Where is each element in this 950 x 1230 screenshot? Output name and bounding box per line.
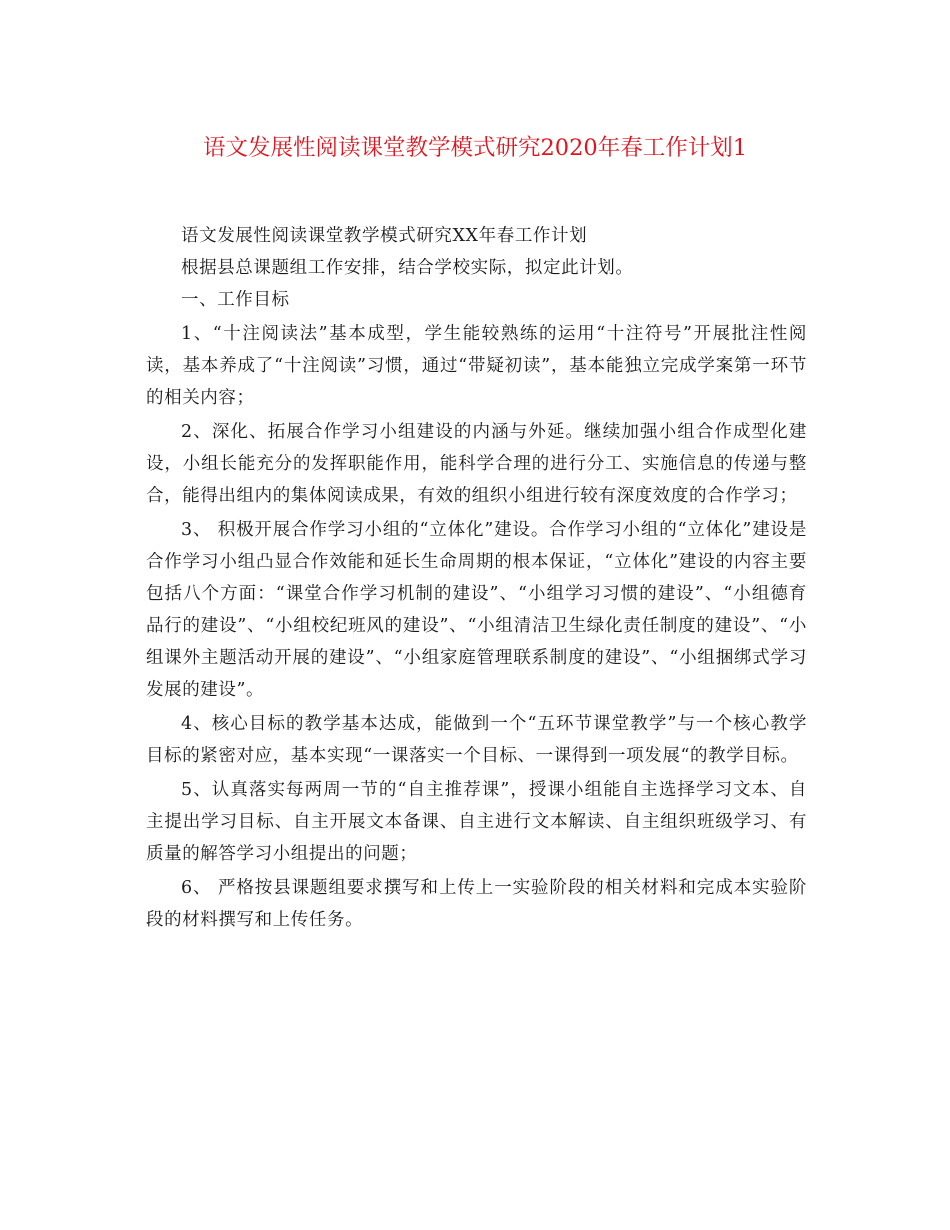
paragraph-intro: 根据县总课题组工作安排，结合学校实际，拟定此计划。 [181,258,634,278]
paragraph-goal-3: 3、 积极开展合作学习小组的“立体化”建设。合作学习小组的“立体化”建设是合作学习小组凸显合作效能和延长生命周期的根本保证，“立体化”建设的内容主要包括八个方面：“课堂合作学习机制的建设”、“小组学习习惯的建设”、“小组德育品行的建设”、“小组校纪班风的建设”、“小组清洁卫生绿化责任制度的建设”、“小组课外主题活动开展的建设”、“小组家庭管理联系制度的建设”、“小组捆绑式学习发展的建设”。 [146,520,807,700]
document-title: 语文发展性阅读课堂教学模式研究2020年春工作计划1 [202,135,748,161]
paragraph-goal-6: 6、 严格按县课题组要求撰写和上传上一实验阶段的相关材料和完成本实验阶段的材料撰写和上传任务。 [146,878,807,930]
paragraph-goal-2: 2、深化、拓展合作学习小组建设的内涵与外延。继续加强小组合作成型化建设，小组长能充分的发挥职能作用，能科学合理的进行分工、实施信息的传递与整合，能得出组内的集体阅读成果，有效的组织小组进行较有深度效度的合作学习； [146,422,807,506]
paragraph-subtitle: 语文发展性阅读课堂教学模式研究XX年春工作计划 [181,226,588,246]
document-body [146,220,807,936]
paragraph-goal-4: 4、核心目标的教学基本达成，能做到一个“五环节课堂教学”与一个核心教学目标的紧密对应，基本实现“一课落实一个目标、一课得到一项发展“的教学目标。 [146,714,807,766]
paragraph-goal-5: 5、认真落实每两周一节的“自主推荐课”，授课小组能自主选择学习文本、自主提出学习目标、自主开展文本备课、自主进行文本解读、自主组织班级学习、有质量的解答学习小组提出的问题； [146,780,807,864]
section-heading-goals: 一、工作目标 [181,290,290,310]
paragraph-goal-1: 1、“十注阅读法”基本成型，学生能较熟练的运用“十注符号”开展批注性阅读，基本养成了“十注阅读”习惯，通过“带疑初读”，基本能独立完成学案第一环节的相关内容； [146,324,807,408]
